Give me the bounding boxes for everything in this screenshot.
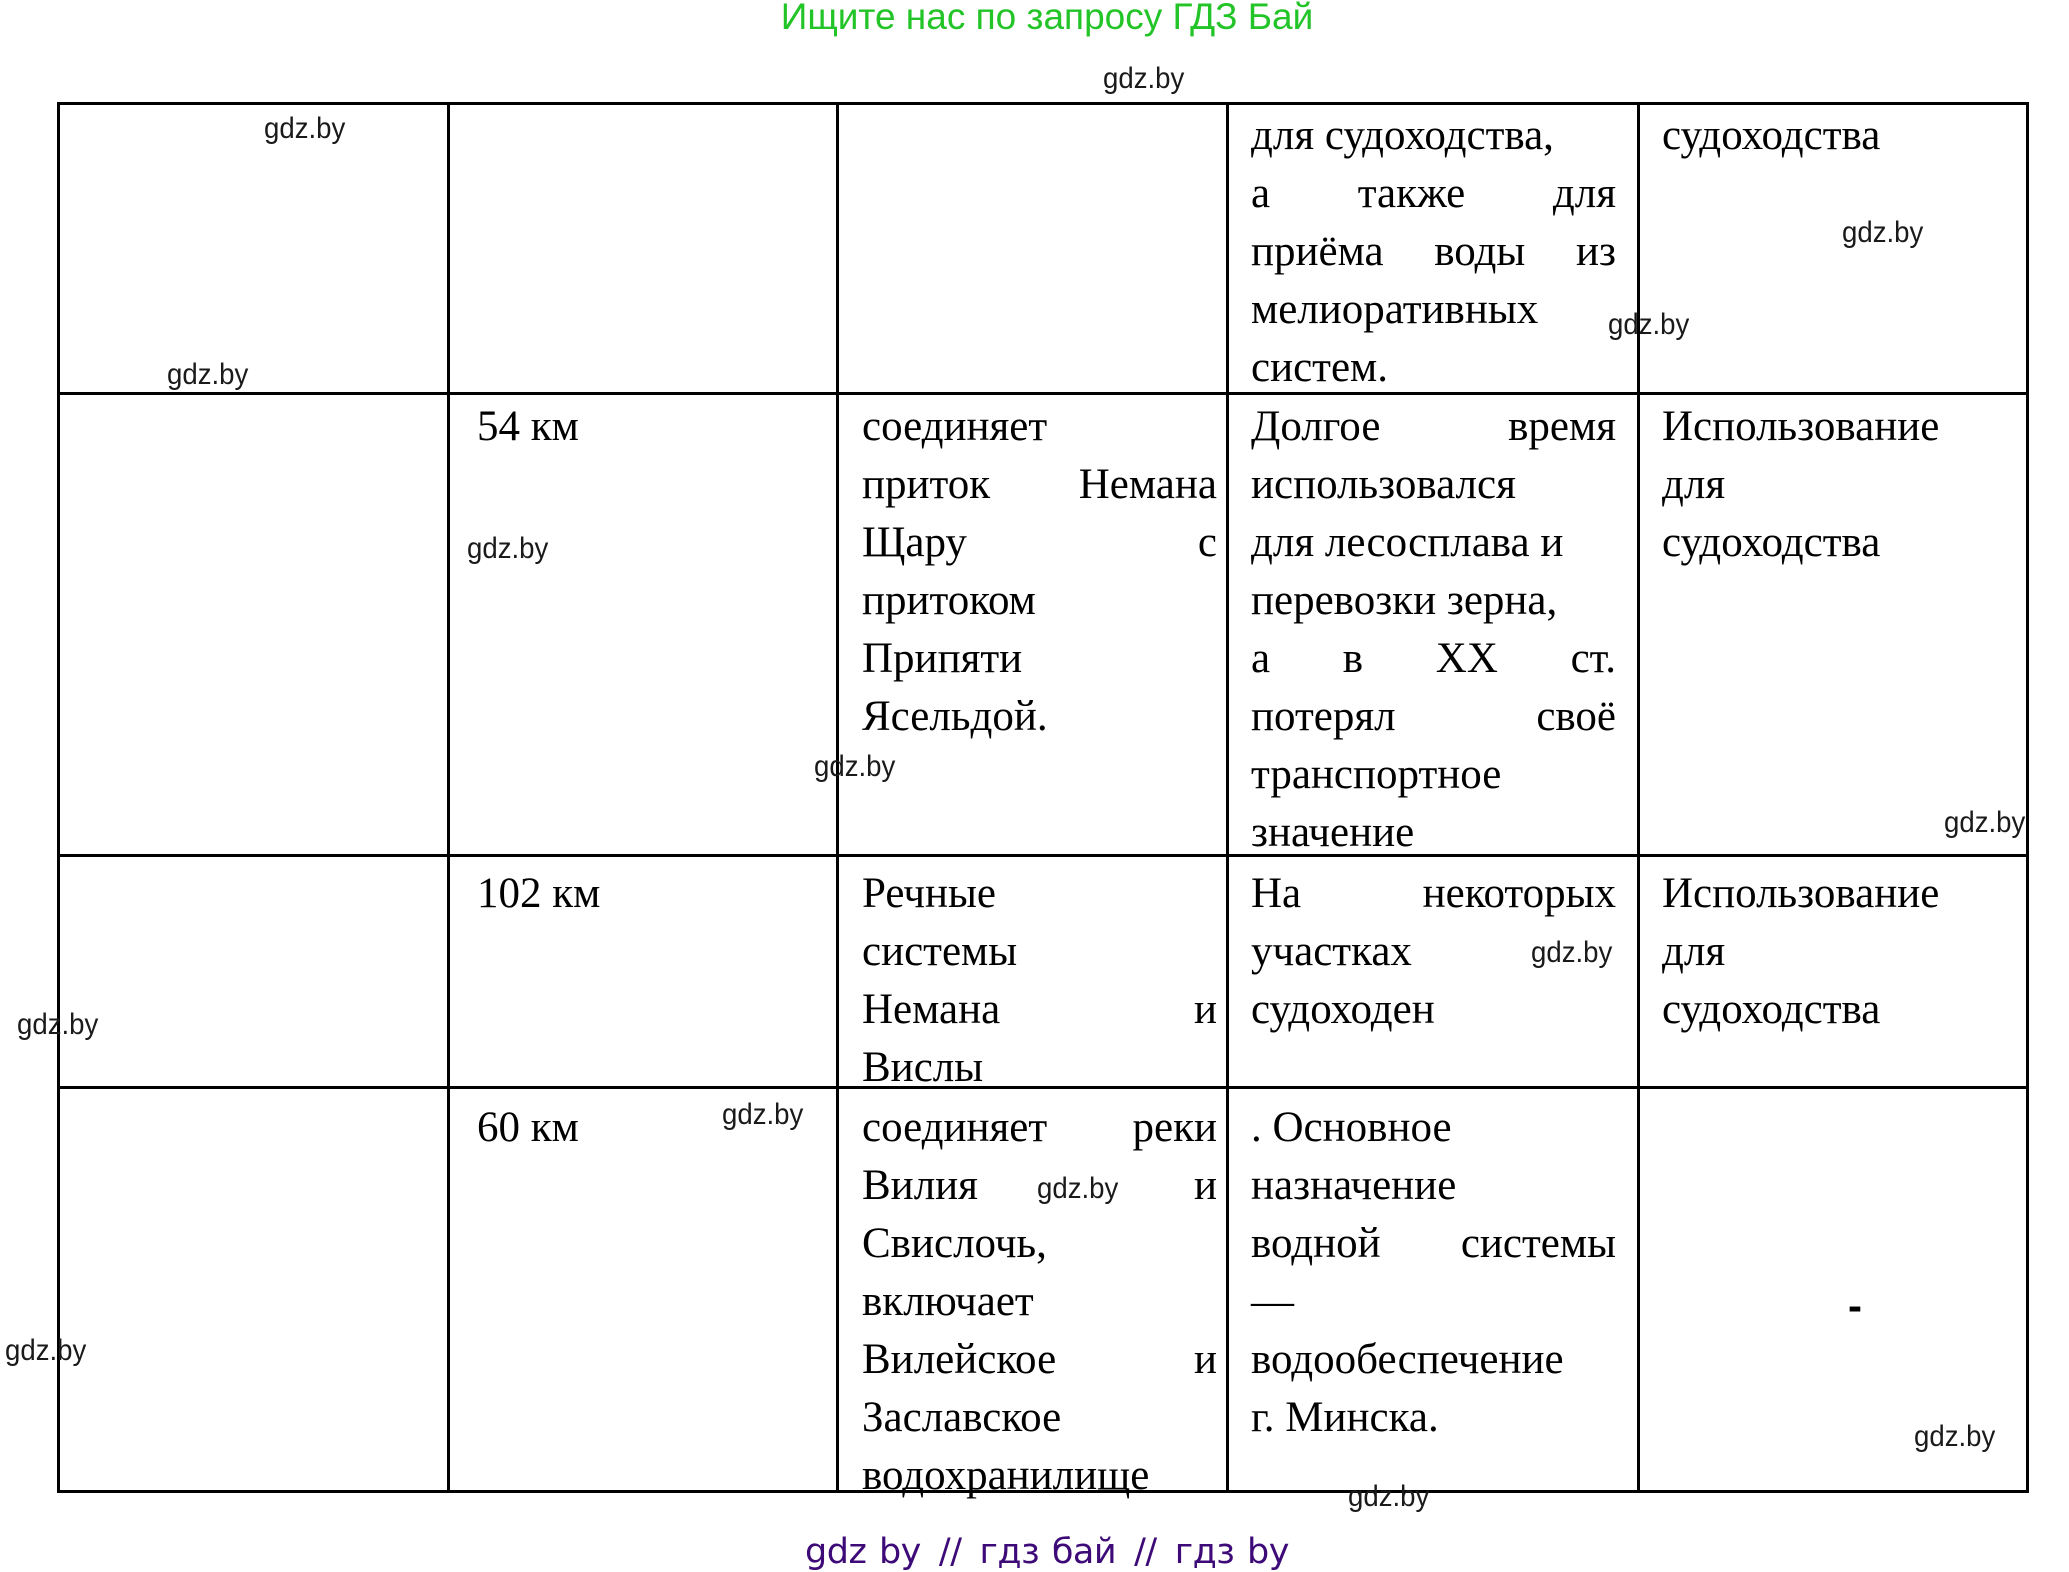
text-line: Свислочь, [862, 1220, 1047, 1267]
footer-separator: // [938, 1532, 962, 1572]
text-line: Вилия и [862, 1162, 1217, 1209]
text-line: а также для [1251, 170, 1616, 217]
text-line: а в XX ст. [1251, 635, 1616, 682]
footer-separator: // [1134, 1532, 1157, 1572]
text-line: назначение [1251, 1162, 1457, 1209]
text-line: Заславское [862, 1394, 1062, 1441]
table-border-top [57, 102, 2029, 105]
watermark: gdz.by [467, 532, 549, 565]
text-line: судоходства [1662, 112, 1881, 159]
text-line: Припяти [862, 635, 1023, 682]
table-row-4-history [1251, 1099, 1616, 1447]
row-divider [57, 392, 2029, 395]
text-line: Речные [862, 870, 996, 917]
text-line: Немана и [862, 986, 1217, 1033]
watermark: gdz.by [167, 358, 249, 391]
watermark: gdz.by [264, 112, 346, 145]
footer-links [0, 1532, 2069, 1572]
text-line: Использование [1662, 403, 1940, 450]
text-line: участках [1251, 928, 1412, 975]
table-border-right [2026, 102, 2029, 1493]
text-line: Вилейское и [862, 1336, 1217, 1383]
text-line: для лесосплава и [1251, 519, 1564, 566]
search-banner: Ищите нас по запросу ГДЗ Бай [780, 0, 1314, 37]
text-line: водной системы [1251, 1220, 1616, 1267]
text-line: мелиоративных [1251, 286, 1539, 333]
text-line: — [1251, 1278, 1294, 1325]
text-line: Использование [1662, 870, 1940, 917]
text-line: Долгое время [1251, 403, 1616, 450]
footer-link-gdz-by-cyr[interactable]: гдз by [1174, 1532, 1289, 1572]
watermark: gdz.by [5, 1334, 87, 1367]
text-line: для судоходства, [1251, 112, 1554, 159]
watermark: gdz.by [1914, 1420, 1996, 1453]
text-line: Щару с [862, 519, 1217, 566]
text-line: судоходства [1662, 986, 1881, 1033]
text-line: приёма воды из [1251, 228, 1616, 275]
text-line: приток Немана [862, 461, 1217, 508]
watermark: gdz.by [1944, 806, 2026, 839]
table-row-3-length [477, 865, 817, 923]
table-row-3-usage [1662, 865, 2012, 1039]
table-border-left [57, 102, 60, 1493]
text-line: г. Минска. [1251, 1394, 1439, 1441]
text-line: водохранилище [862, 1452, 1150, 1499]
footer-link-gdz-bai[interactable]: гдз бай [979, 1532, 1117, 1572]
footer-link-gdz-by[interactable]: gdz by [805, 1532, 921, 1572]
table-row-3-connects [862, 865, 1217, 1097]
text-line: для [1662, 461, 1726, 508]
text-line: значение [1251, 809, 1415, 856]
text-line: судоходен [1251, 986, 1435, 1033]
text-line: соединяет реки [862, 1104, 1217, 1151]
watermark: gdz.by [1531, 936, 1613, 969]
table-row-1-history [1251, 107, 1616, 397]
text-line: . Основное [1251, 1104, 1452, 1151]
table-row-2-history [1251, 398, 1616, 862]
text-line: для [1662, 928, 1726, 975]
text-line: транспортное [1251, 751, 1502, 798]
column-divider [836, 102, 839, 1493]
length-value: 102 км [477, 870, 601, 917]
text-line: систем. [1251, 344, 1389, 391]
table-row-2-length [477, 398, 817, 456]
text-line: перевозки зерна, [1251, 577, 1558, 624]
text-line: водообеспечение [1251, 1336, 1564, 1383]
row-divider [57, 854, 2029, 857]
table-row-4-connects [862, 1099, 1217, 1505]
watermark: gdz.by [1103, 62, 1185, 95]
watermark: gdz.by [1348, 1480, 1430, 1513]
column-divider [1226, 102, 1229, 1493]
table-row-2-usage [1662, 398, 2012, 572]
column-divider [447, 102, 450, 1493]
watermark: gdz.by [1037, 1172, 1119, 1205]
watermark: gdz.by [1608, 308, 1690, 341]
text-line: включает [862, 1278, 1034, 1325]
text-line: системы [862, 928, 1018, 975]
length-value: 54 км [477, 403, 579, 450]
text-line: соединяет [862, 403, 1048, 450]
table-row-4-usage: - [1848, 1282, 1862, 1329]
length-value: 60 км [477, 1104, 579, 1151]
table-row-1-usage [1662, 107, 2012, 165]
text-line: использовался [1251, 461, 1516, 508]
watermark: gdz.by [814, 750, 896, 783]
text-line: На некоторых [1251, 870, 1616, 917]
text-line: Ясельдой. [862, 693, 1048, 740]
text-line: судоходства [1662, 519, 1881, 566]
text-line: Вислы [862, 1044, 984, 1091]
watermark: gdz.by [17, 1008, 99, 1041]
text-line: притоком [862, 577, 1036, 624]
watermark: gdz.by [722, 1098, 804, 1131]
table-row-2-connects [862, 398, 1217, 746]
watermark: gdz.by [1842, 216, 1924, 249]
text-line: потерял своё [1251, 693, 1616, 740]
